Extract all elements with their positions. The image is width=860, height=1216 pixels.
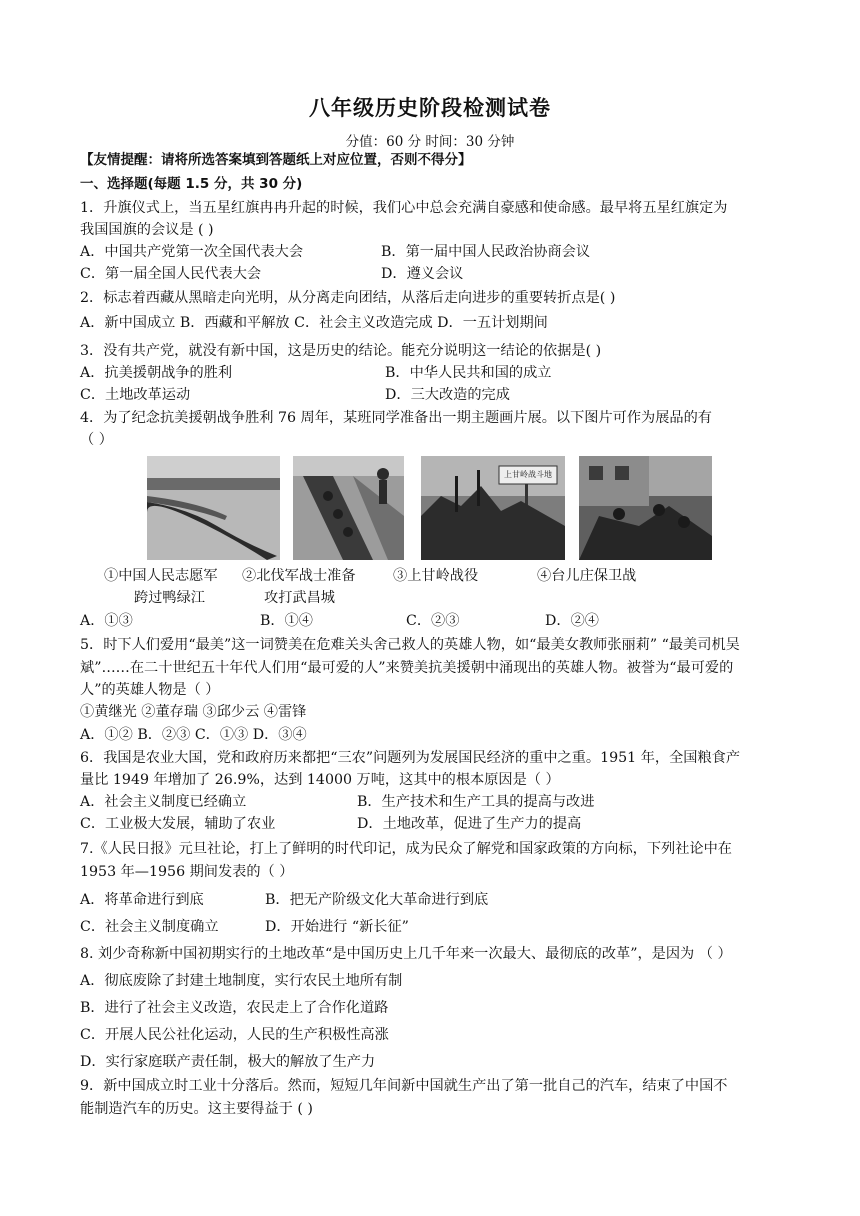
score-time-line: 分值：60 分 时间：30 分钟 xyxy=(345,134,515,150)
q5-stem-line1: 5．时下人们爱用“最美”这一词赞美在危难关头舍己救人的英雄人物，如“最美女教师张丽莉” “最美司机吴 xyxy=(80,637,740,653)
q3-stem: 3．没有共产党，就没有新中国，这是历史的结论。能充分说明这一结论的依据是( ) xyxy=(80,343,602,359)
q3-option-b: B．中华人民共和国的成立 xyxy=(385,365,552,381)
q6-stem-line1: 6．我国是农业大国，党和政府历来都把“三农”问题列为发展国民经济的重中之重。1951 年，全国粮食产 xyxy=(80,750,741,766)
q4-option-a: A．①③ xyxy=(80,613,133,629)
q3-option-d: D．三大改造的完成 xyxy=(385,387,510,403)
q4-stem-line2: （ ） xyxy=(80,432,113,448)
q5-items: ①黄继光 ②董存瑞 ③邱少云 ④雷锋 xyxy=(80,704,307,720)
q4-stem-line1: 4．为了纪念抗美援朝战争胜利 76 周年，某班同学准备出一期主题画片展。以下图片可作为展品的有 xyxy=(80,410,712,426)
q5-stem-line2: 斌”……在二十世纪五十年代人们用“最可爱的人”来赞美抗美援朝中涌现出的英雄人物。被誉为“最可爱的 xyxy=(80,660,734,676)
q1-option-c: C．第一届全国人民代表大会 xyxy=(80,266,262,282)
q4-option-c: C．②③ xyxy=(406,613,460,629)
q5-stem-line3: 人”的英雄人物是（ ） xyxy=(80,682,220,698)
q3-option-a: A．抗美援朝战争的胜利 xyxy=(80,365,233,381)
notice: 【友情提醒：请将所选答案填到答题纸上对应位置，否则不得分】 xyxy=(80,152,472,168)
section-heading: 一、选择题(每题 1.5 分，共 30 分) xyxy=(80,176,303,192)
page-title: 八年级历史阶段检测试卷 xyxy=(309,96,551,120)
q1-stem-line2: 我国国旗的会议是 ( ) xyxy=(80,222,214,238)
caption-1-line2: 跨过鸭绿江 xyxy=(134,590,205,606)
q8-option-a: A．彻底废除了封建土地制度，实行农民土地所有制 xyxy=(80,973,403,989)
q7-option-d: D．开始进行 “新长征” xyxy=(265,919,409,935)
q6-option-a: A．社会主义制度已经确立 xyxy=(80,794,247,810)
caption-2-line1: ②北伐军战士准备 xyxy=(242,568,356,584)
q4-option-b: B．①④ xyxy=(260,613,313,629)
photo-shangganling-battle xyxy=(421,456,565,560)
q2-options: A．新中国成立 B．西藏和平解放 C．社会主义改造完成 D．一五计划期间 xyxy=(80,315,548,331)
caption-4: ④台儿庄保卫战 xyxy=(537,568,637,584)
caption-2-line2: 攻打武昌城 xyxy=(264,590,335,606)
q9-stem-line1: 9．新中国成立时工业十分落后。然而，短短几年间新中国就生产出了第一批自己的汽车，结束了中国不 xyxy=(80,1078,728,1094)
q9-stem-line2: 能制造汽车的历史。这主要得益于 ( ) xyxy=(80,1101,313,1117)
q5-options: A．①② B．②③ C．①③ D．③④ xyxy=(80,727,307,743)
q1-option-d: D．遵义会议 xyxy=(381,266,464,282)
q7-stem-line2: 1953 年—1956 期间发表的（ ） xyxy=(80,864,294,880)
q8-stem: 8. 刘少奇称新中国初期实行的土地改革“是中国历史上几千年来一次最大、最彻底的改革”，是因为 （ ） xyxy=(80,946,732,962)
caption-3: ③上甘岭战役 xyxy=(393,568,479,584)
q6-option-d: D．土地改革，促进了生产力的提高 xyxy=(357,816,582,832)
q6-option-c: C．工业极大发展，辅助了农业 xyxy=(80,816,276,832)
q7-stem-line1: 7.《人民日报》元旦社论，打上了鲜明的时代印记，成为民众了解党和国家政策的方向标，下列社论中在 xyxy=(80,841,732,857)
q1-stem-line1: 1．升旗仪式上，当五星红旗冉冉升起的时候，我们心中总会充满自豪感和使命感。最早将五星红旗定为 xyxy=(80,200,728,216)
photo-crossing-yalu-river xyxy=(147,456,280,560)
q6-option-b: B．生产技术和生产工具的提高与改进 xyxy=(357,794,595,810)
photo-northern-expedition xyxy=(293,456,404,560)
photo-taierzhuang-battle xyxy=(579,456,712,560)
q7-option-a: A．将革命进行到底 xyxy=(80,892,204,908)
q2-stem: 2．标志着西藏从黑暗走向光明，从分离走向团结，从落后走向进步的重要转折点是( ) xyxy=(80,290,616,306)
photo-sign-text: 上甘岭战斗地 xyxy=(504,470,552,479)
q1-option-a: A．中国共产党第一次全国代表大会 xyxy=(80,244,304,260)
q4-option-d: D．②④ xyxy=(545,613,599,629)
q7-option-c: C．社会主义制度确立 xyxy=(80,919,219,935)
q6-stem-line2: 量比 1949 年增加了 26.9%，达到 14000 万吨，这其中的根本原因是（ ） xyxy=(80,772,560,788)
q8-option-d: D．实行家庭联产责任制，极大的解放了生产力 xyxy=(80,1054,376,1070)
q7-option-b: B．把无产阶级文化大革命进行到底 xyxy=(265,892,489,908)
caption-1-line1: ①中国人民志愿军 xyxy=(104,568,218,584)
q8-option-b: B．进行了社会主义改造，农民走上了合作化道路 xyxy=(80,1000,389,1016)
q1-option-b: B．第一届中国人民政治协商会议 xyxy=(381,244,591,260)
q3-option-c: C．土地改革运动 xyxy=(80,387,191,403)
q8-option-c: C．开展人民公社化运动，人民的生产积极性高涨 xyxy=(80,1027,389,1043)
